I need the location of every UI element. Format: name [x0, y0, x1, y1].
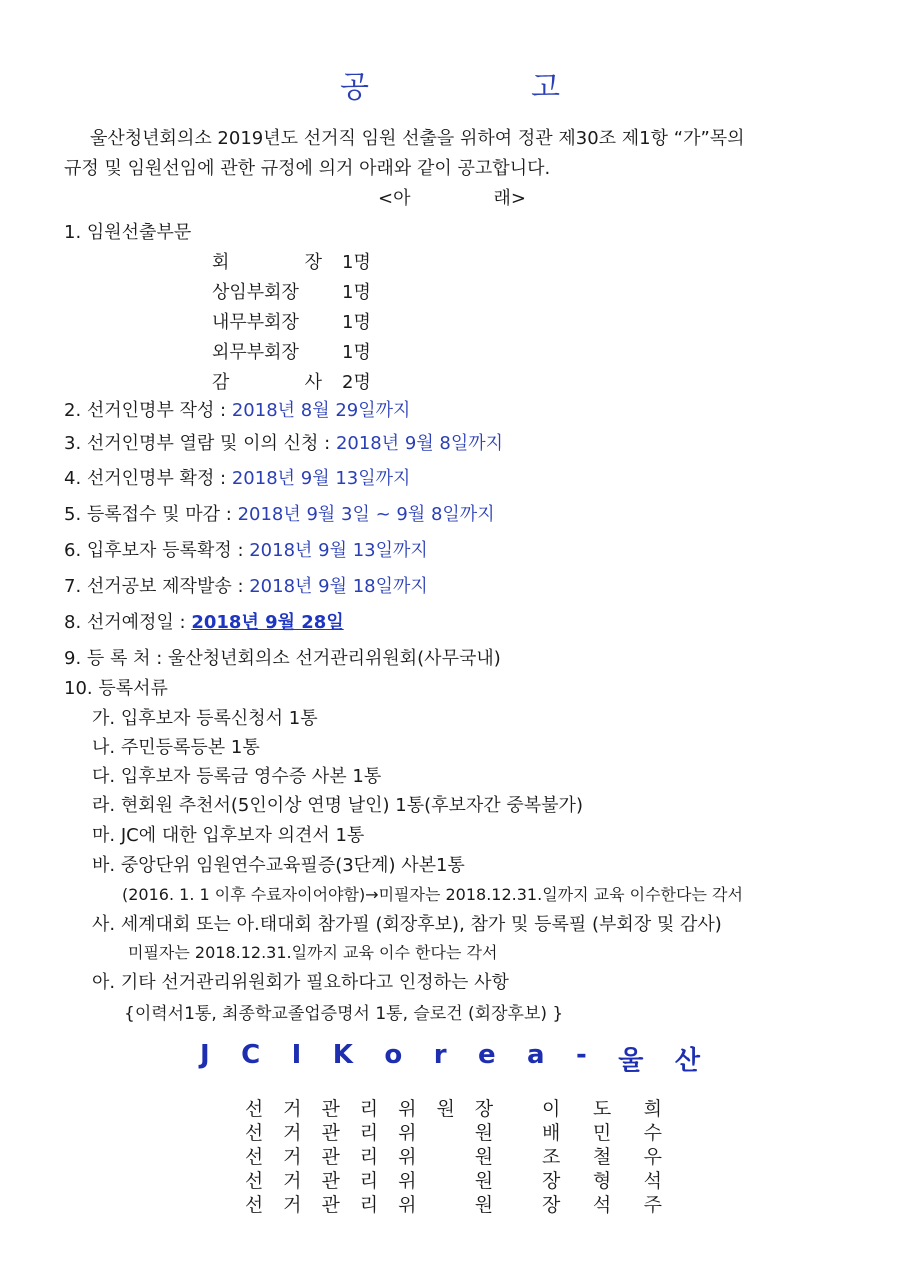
position-row [212, 368, 371, 394]
committee-title-char: 선 [244, 1098, 264, 1120]
section-10-heading: 10. 등록서류 [64, 678, 168, 699]
committee-title-char [436, 1142, 456, 1169]
position-title [212, 338, 322, 364]
committee-title-char: 리 [359, 1170, 379, 1192]
committee-title-char [436, 1166, 456, 1193]
committee-title-char: 장 [474, 1098, 494, 1120]
position-title [212, 248, 322, 274]
section-label: 5. 등록접수 및 마감 : [64, 504, 238, 525]
committee-title-char: 리 [359, 1146, 379, 1168]
position-title-part: 사 [304, 372, 322, 393]
organization-char: C [241, 1040, 261, 1070]
committee-name-char: 석 [592, 1194, 612, 1216]
section-8 [64, 608, 344, 634]
committee-title [244, 1142, 494, 1169]
committee-name-char: 도 [592, 1098, 612, 1120]
section-date: 2018년 9월 3일 ~ 9월 8일까지 [237, 504, 495, 525]
committee-name-char: 수 [643, 1122, 662, 1144]
position-title-part: 외무부회장 [212, 342, 299, 363]
position-count: 1명 [342, 252, 371, 273]
document-item: 아. 기타 선거관리위원회가 필요하다고 인정하는 사항 [92, 972, 509, 993]
position-row [212, 278, 371, 304]
committee-title-char: 위 [398, 1194, 417, 1216]
committee-title-char: 선 [244, 1122, 264, 1144]
committee-name-char: 장 [542, 1194, 561, 1216]
committee-name-char: 주 [643, 1194, 662, 1216]
position-title [212, 308, 322, 334]
section-date: 2018년 9월 13일까지 [249, 540, 428, 561]
document-item: 가. 입후보자 등록신청서 1통 [92, 708, 318, 729]
committee-name-char: 이 [542, 1098, 561, 1120]
subheading-char: <아 [378, 188, 411, 209]
committee-name-char: 민 [592, 1122, 612, 1144]
title-char: 고 [531, 70, 560, 105]
document-item: 바. 중앙단위 임원연수교육필증(3단계) 사본1통 [92, 855, 465, 876]
document-note: (2016. 1. 1 이후 수료자이어야함)→미필자는 2018.12.31.일까지 교육 이수한다는 각서 [122, 885, 743, 904]
title-char: 공 [340, 70, 369, 105]
committee-title-char: 관 [321, 1170, 340, 1192]
position-title-part: 회 [212, 252, 230, 273]
committee-title-char: 선 [244, 1170, 264, 1192]
document-item: 나. 주민등록등본 1통 [92, 737, 260, 758]
committee-member-name [542, 1142, 662, 1169]
committee-title-char: 원 [474, 1170, 494, 1192]
committee-row [244, 1094, 662, 1121]
section-label: 7. 선거공보 제작발송 : [64, 576, 250, 597]
committee-member-name [542, 1094, 662, 1121]
committee-member-name [542, 1118, 662, 1145]
committee-row [244, 1166, 662, 1193]
committee-title-char: 관 [321, 1098, 340, 1120]
committee-member-name [542, 1190, 662, 1217]
position-row [212, 338, 371, 364]
section-4 [64, 464, 410, 490]
committee-title-char: 원 [436, 1098, 455, 1120]
committee-title-char: 선 [244, 1194, 264, 1216]
position-row [212, 308, 371, 334]
committee-row [244, 1118, 662, 1145]
committee-title-char: 위 [398, 1170, 417, 1192]
committee-member-name [542, 1166, 662, 1193]
organization-char: a [527, 1040, 545, 1070]
section-2 [64, 396, 410, 422]
section-label: 3. 선거인명부 열람 및 이의 신청 : [64, 433, 336, 454]
committee-title-char: 선 [244, 1146, 264, 1168]
organization-char: - [576, 1040, 587, 1070]
position-title [212, 278, 322, 304]
section-label: 8. 선거예정일 : [64, 612, 192, 633]
section-6 [64, 536, 428, 562]
organization-char: 울 [618, 1046, 644, 1076]
committee-title-char: 리 [359, 1098, 379, 1120]
committee-row [244, 1190, 662, 1217]
committee-title-char: 위 [398, 1146, 417, 1168]
committee-title-char: 위 [398, 1098, 417, 1120]
subheading-below [378, 184, 526, 210]
page-title [340, 62, 560, 106]
document-item: 마. JC에 대한 입후보자 의견서 1통 [92, 825, 365, 846]
organization-char: r [433, 1040, 447, 1070]
section-5 [64, 500, 495, 526]
committee-title-char: 리 [359, 1194, 379, 1216]
committee-name-char: 조 [542, 1146, 561, 1168]
section-1-heading: 1. 임원선출부문 [64, 222, 192, 243]
document-note: 미필자는 2018.12.31.일까지 교육 이수 한다는 각서 [128, 943, 498, 962]
committee-title [244, 1166, 494, 1193]
committee-title-char: 원 [474, 1194, 494, 1216]
committee-title-char: 리 [359, 1122, 379, 1144]
position-title-part: 장 [304, 252, 322, 273]
committee-title-char: 원 [474, 1122, 494, 1144]
committee-title-char: 관 [321, 1146, 340, 1168]
section-3 [64, 429, 503, 455]
committee-name-char: 형 [592, 1170, 612, 1192]
committee-title [244, 1094, 494, 1121]
section-label: 2. 선거인명부 작성 : [64, 400, 232, 421]
intro-line-2: 규정 및 임원선임에 관한 규정에 의거 아래와 같이 공고합니다. [64, 158, 551, 179]
intro-line-1: 울산청년회의소 2019년도 선거직 임원 선출을 위하여 정관 제30조 제1항 “가”목의 [90, 128, 745, 149]
committee-title-char: 위 [398, 1122, 417, 1144]
organization-char: 산 [674, 1046, 700, 1076]
section-date: 2018년 9월 8일까지 [335, 433, 504, 454]
section-label: 6. 입후보자 등록확정 : [64, 540, 250, 561]
section-label: 4. 선거인명부 확정 : [64, 468, 232, 489]
committee-title-char: 거 [283, 1170, 302, 1192]
committee-title-char: 원 [474, 1146, 494, 1168]
committee-title-char: 거 [283, 1122, 302, 1144]
position-title [212, 368, 322, 394]
position-count: 2명 [342, 372, 371, 393]
committee-title [244, 1190, 494, 1217]
committee-title-char [436, 1118, 456, 1145]
committee-title [244, 1118, 494, 1145]
election-date: 2018년 9월 28일 [191, 612, 344, 633]
organization-name [200, 1040, 700, 1077]
subheading-char: 래> [493, 188, 526, 209]
position-row [212, 248, 371, 274]
position-title-part: 내무부회장 [212, 312, 299, 333]
position-count: 1명 [342, 342, 371, 363]
section-date: 2018년 9월 18일까지 [249, 576, 428, 597]
committee-title-char [436, 1190, 456, 1217]
organization-char: o [384, 1040, 403, 1070]
organization-char: e [477, 1040, 496, 1070]
section-date: 2018년 9월 13일까지 [231, 468, 411, 489]
committee-title-char: 거 [283, 1146, 302, 1168]
position-count: 1명 [342, 282, 371, 303]
committee-name-char: 우 [643, 1146, 662, 1168]
committee-title-char: 관 [321, 1194, 340, 1216]
committee-name-char: 희 [643, 1098, 662, 1120]
organization-char: K [332, 1040, 353, 1070]
position-title-part: 상임부회장 [212, 282, 299, 303]
section-7 [64, 572, 428, 598]
section-date: 2018년 8월 29일까지 [231, 400, 411, 421]
document-note: {이력서1통, 최종학교졸업증명서 1통, 슬로건 (회장후보) } [124, 1004, 564, 1024]
committee-title-char: 관 [321, 1122, 340, 1144]
document-item: 다. 입후보자 등록금 영수증 사본 1통 [92, 766, 382, 787]
organization-char: I [291, 1040, 302, 1070]
committee-name-char: 장 [542, 1170, 561, 1192]
committee-name-char: 배 [542, 1122, 561, 1144]
document-item: 라. 현회원 추천서(5인이상 연명 날인) 1통(후보자간 중복불가) [92, 795, 583, 816]
committee-name-char: 철 [592, 1146, 612, 1168]
organization-char: J [200, 1040, 210, 1070]
committee-row [244, 1142, 662, 1169]
committee-name-char: 석 [643, 1170, 662, 1192]
committee-title-char: 거 [283, 1194, 302, 1216]
document-item: 사. 세계대회 또는 아.태대회 참가필 (회장후보), 참가 및 등록필 (부회장 및 감사) [92, 914, 722, 935]
section-9: 9. 등 록 처 : 울산청년회의소 선거관리위원회(사무국내) [64, 648, 501, 669]
position-count: 1명 [342, 312, 371, 333]
position-title-part: 감 [212, 372, 230, 393]
committee-title-char: 거 [283, 1098, 302, 1120]
